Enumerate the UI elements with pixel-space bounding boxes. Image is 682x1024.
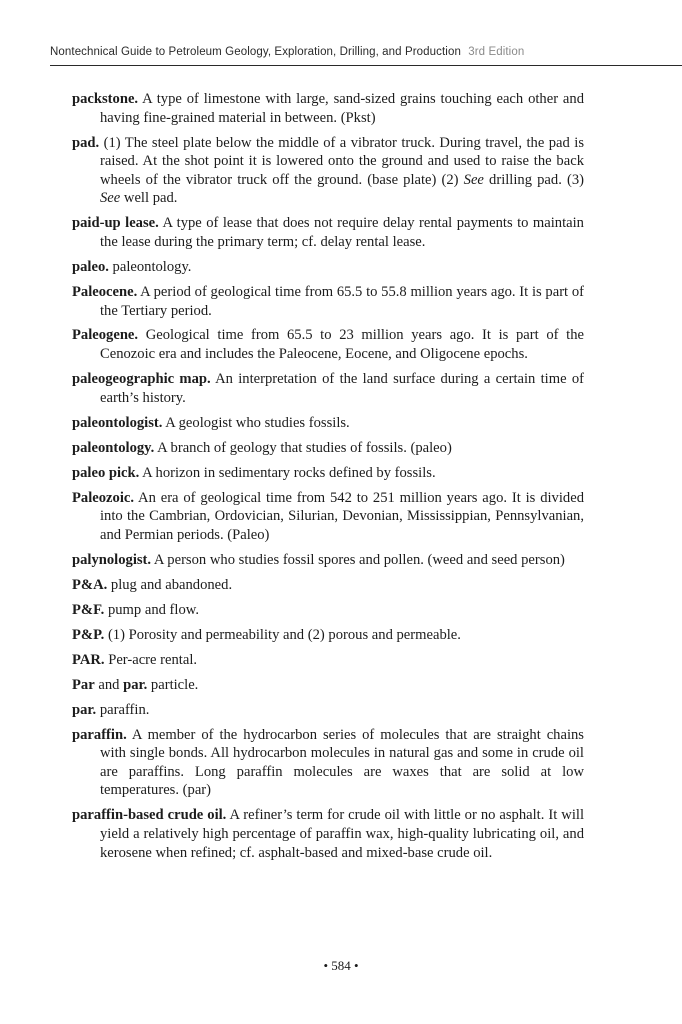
entry-definition: A horizon in sedimentary rocks defined by fossils. xyxy=(139,464,436,481)
entry-term: paraffin-based crude oil. xyxy=(72,807,227,824)
page-number: • 584 • xyxy=(323,958,359,973)
edition-label: 3rd Edition xyxy=(468,46,525,58)
glossary-entry xyxy=(72,464,584,483)
glossary-entry xyxy=(72,726,584,800)
entry-term: paleo. xyxy=(72,258,109,275)
see-reference: See xyxy=(463,171,484,188)
entry-definition: Per-acre rental. xyxy=(104,651,198,668)
glossary-entry xyxy=(72,626,584,645)
entry-term: Paleozoic. xyxy=(72,489,134,506)
running-header xyxy=(50,46,682,66)
entry-term: paleogeographic map. xyxy=(72,371,211,388)
entry-term: Paleogene. xyxy=(72,327,139,344)
glossary-entry xyxy=(72,134,584,208)
entry-term: paid-up lease. xyxy=(72,215,159,232)
entry-term: packstone. xyxy=(72,91,139,107)
entry-definition: pump and flow. xyxy=(104,601,200,618)
glossary-entry xyxy=(72,701,584,720)
entry-definition: A member of the hydrocarbon series of molecules that are straight chains with single bonds. All hydrocarbon molecules in natural gas and some in crude oil are paraffins. Long paraffin molecules are waxes that are solid at low temperatures. (par) xyxy=(100,726,584,799)
see-reference: See xyxy=(100,190,121,207)
glossary-entry xyxy=(72,414,584,433)
entry-term: Paleocene. xyxy=(72,283,138,300)
entry-definition: A geologist who studies fossils. xyxy=(162,414,350,431)
entry-definition: A type of limestone with large, sand-sized grains touching each other and having fine-grained material in between. (Pkst) xyxy=(100,91,584,126)
entry-term: P&F. xyxy=(72,601,105,618)
entry-term: par. xyxy=(72,701,97,718)
entry-term: P&A. xyxy=(72,576,108,593)
glossary-entry xyxy=(72,439,584,458)
glossary-entry xyxy=(72,806,584,862)
entry-term: paleontologist. xyxy=(72,414,163,431)
entry-definition: (1) The steel plate below the middle of a vibrator truck. During travel, the pad is raised. At the shot point it is lowered onto the ground and used to raise the back wheels of the vibrator truck off the ground. (base plate) (2) xyxy=(99,134,584,188)
entry-term: Par xyxy=(72,676,95,693)
entry-term-alt: par. xyxy=(123,676,148,693)
entry-definition: plug and abandoned. xyxy=(107,576,233,593)
entry-definition: drilling pad. (3) xyxy=(483,171,584,188)
entry-definition: A refiner’s term for crude oil with little or no asphalt. It will yield a relatively high percentage of paraffin wax, high-quality lubricating oil, and kerosene when refined; cf. asphalt-based and mixed-base crude oil. xyxy=(100,807,584,861)
entry-definition: paraffin. xyxy=(96,701,150,718)
entry-definition: A type of lease that does not require delay rental payments to maintain the lease during the primary term; cf. delay rental lease. xyxy=(100,215,584,250)
entry-definition: An interpretation of the land surface during a certain time of earth’s history. xyxy=(100,371,584,406)
glossary-entry xyxy=(72,370,584,407)
glossary-entry xyxy=(72,258,584,277)
glossary-entry xyxy=(72,90,584,127)
entry-term: PAR. xyxy=(72,651,105,668)
entry-term: paleo pick. xyxy=(72,464,140,481)
glossary-entry xyxy=(72,214,584,251)
entry-term: paleontology. xyxy=(72,439,155,456)
entry-term: P&P. xyxy=(72,626,105,643)
book-title: Nontechnical Guide to Petroleum Geology, Exploration, Drilling, and Production xyxy=(50,46,461,58)
entry-definition: A person who studies fossil spores and pollen. (weed and seed person) xyxy=(151,551,565,568)
entry-definition: Geological time from 65.5 to 23 million years ago. It is part of the Cenozoic era and includes the Paleocene, Eocene, and Oligocene epochs. xyxy=(100,327,584,363)
entry-definition: well pad. xyxy=(120,190,178,207)
glossary-entry xyxy=(72,651,584,670)
entry-definition: particle. xyxy=(147,676,199,693)
entry-definition: An era of geological time from 542 to 251 million years ago. It is divided into the Cambrian, Ordovician, Silurian, Devonian, Mississippian, Pennsylvanian, and Permian periods. (Paleo) xyxy=(100,489,584,543)
glossary-entry xyxy=(72,489,584,545)
glossary-entry xyxy=(72,676,584,695)
entry-term: palynologist. xyxy=(72,551,152,568)
glossary-entry xyxy=(72,601,584,620)
entry-connector: and xyxy=(94,676,124,693)
entry-term: paraffin. xyxy=(72,726,127,743)
entry-definition: A period of geological time from 65.5 to 55.8 million years ago. It is part of the Tertiary period. xyxy=(100,283,584,319)
glossary-entries xyxy=(72,90,584,869)
glossary-entry xyxy=(72,283,584,320)
glossary-entry xyxy=(72,326,584,363)
entry-definition: paleontology. xyxy=(108,258,192,275)
entry-definition: A branch of geology that studies of fossils. (paleo) xyxy=(154,439,452,456)
glossary-entry xyxy=(72,551,584,570)
glossary-entry xyxy=(72,576,584,595)
entry-definition: (1) Porosity and permeability and (2) porous and permeable. xyxy=(104,626,461,643)
entry-term: pad. xyxy=(72,134,100,151)
